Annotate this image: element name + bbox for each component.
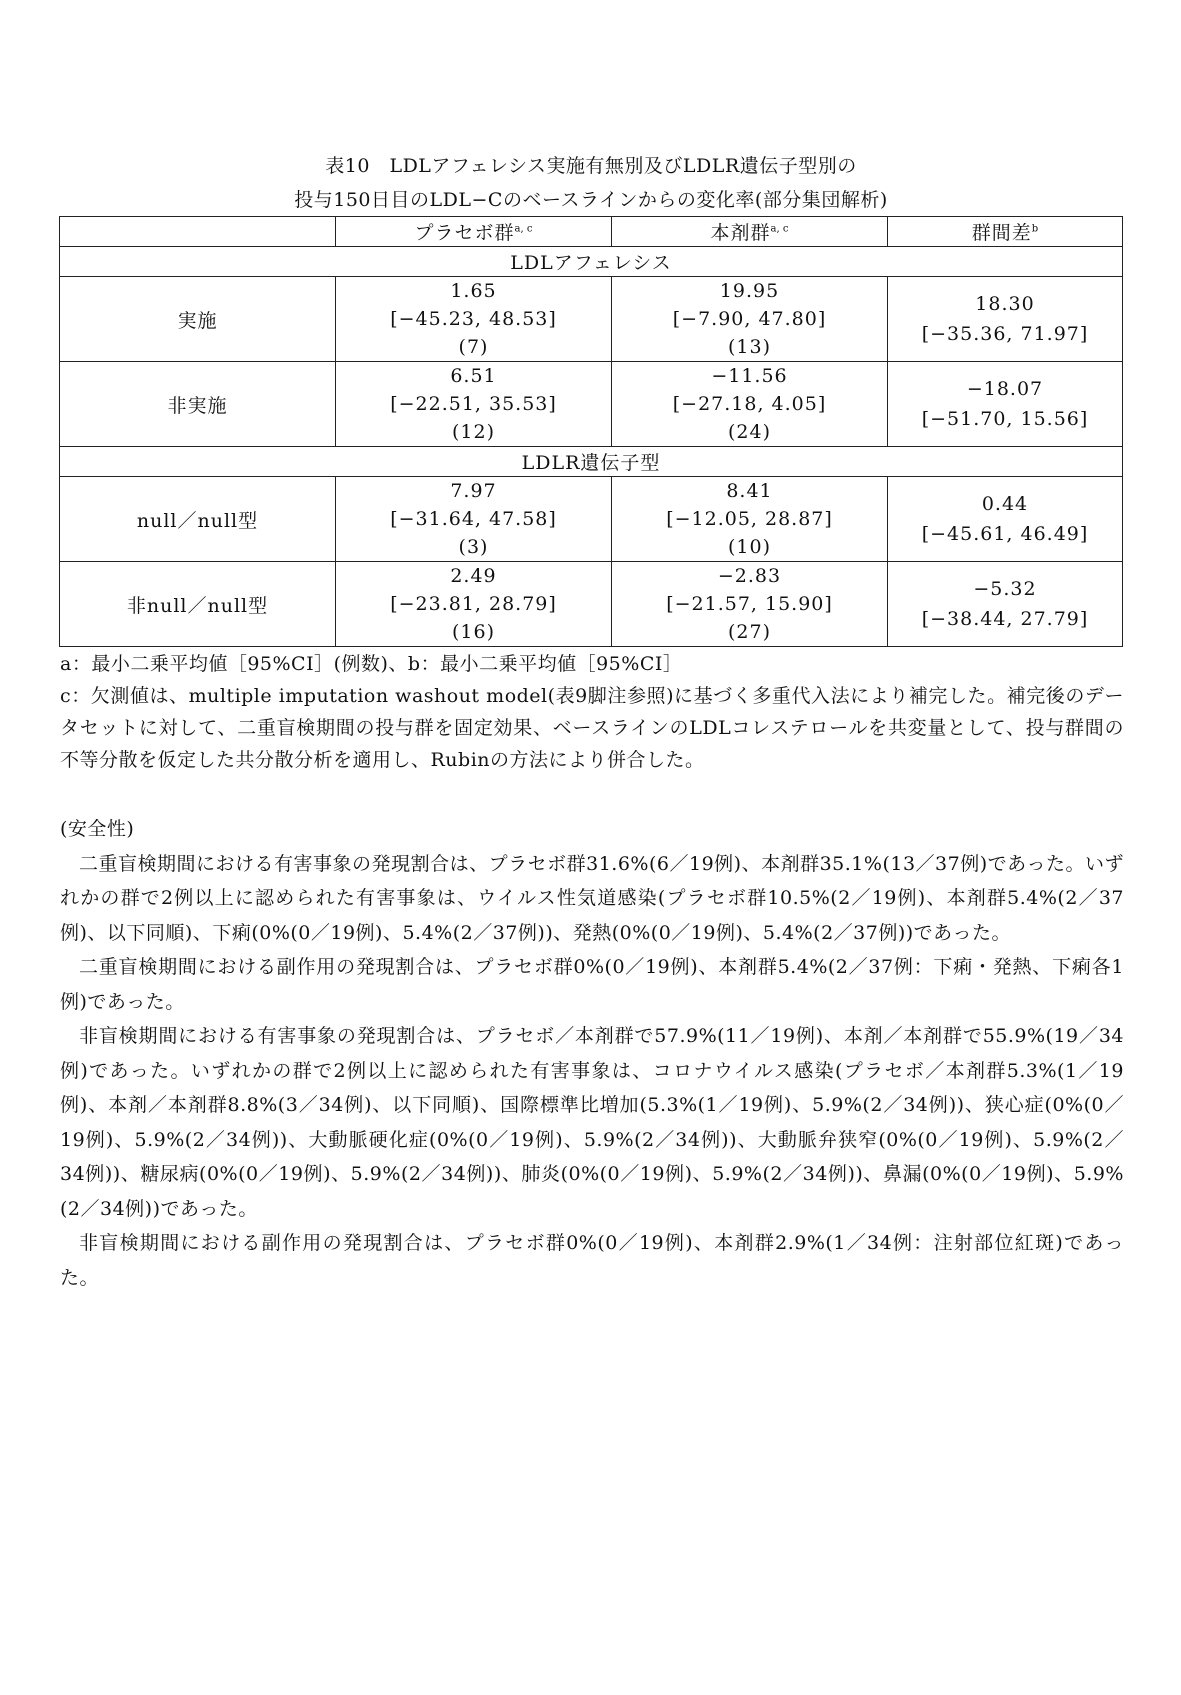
drug-cell [612, 277, 888, 362]
drug-n: (13) [727, 336, 771, 358]
placebo-ci: [−45.23, 48.53] [390, 308, 557, 330]
table-row [60, 362, 1123, 447]
safety-heading: (安全性) [60, 818, 135, 840]
placebo-n: (16) [451, 621, 495, 643]
table-row [60, 277, 1123, 362]
diff-mean: 0.44 [981, 493, 1029, 515]
diff-cell [888, 362, 1123, 447]
drug-n: (27) [727, 621, 771, 643]
header-placebo-sup: a, c [514, 223, 533, 235]
placebo-n: (12) [451, 421, 495, 443]
placebo-mean: 2.49 [450, 565, 497, 587]
section-title: LDLアフェレシス [60, 247, 1123, 277]
diff-mean: 18.30 [975, 293, 1035, 315]
placebo-cell [336, 562, 612, 647]
diff-ci: [−45.61, 46.49] [921, 523, 1089, 545]
drug-cell [612, 362, 888, 447]
diff-cell [888, 477, 1123, 562]
diff-mean: −18.07 [966, 378, 1044, 400]
header-diff-label: 群間差 [971, 222, 1032, 244]
drug-mean: 19.95 [719, 280, 780, 302]
placebo-mean: 6.51 [450, 365, 497, 387]
drug-cell [612, 477, 888, 562]
diff-ci: [−38.44, 27.79] [921, 608, 1089, 630]
results-table [59, 216, 1123, 647]
row-label: 非null／null型 [60, 562, 336, 647]
safety-paragraph: 二重盲検期間における副作用の発現割合は、プラセボ群0%(0／19例)、本剤群5.4%(2／37例：下痢・発熱、下痢各1例)であった。 [60, 956, 1124, 1013]
drug-n: (10) [727, 536, 771, 558]
drug-ci: [−21.57, 15.90] [666, 593, 833, 615]
footnote-c: c：欠測値は、multiple imputation washout model(表9脚注参照)に基づく多重代入法により補完した。補完後のデータセットに対して、二重盲検期間の投与群を固定効果、ベースラインのLDLコレステロールを共変量として、投与群間の不等分散を仮定した共分散分析を適用し、Rubinの方法により併合した。 [60, 685, 1124, 771]
safety-section [60, 812, 1124, 1295]
footnote-ab: a：最小二乗平均値［95%CI］(例数)、b：最小二乗平均値［95%CI］ [60, 653, 683, 675]
diff-ci: [−35.36, 71.97] [921, 323, 1089, 345]
placebo-mean: 1.65 [450, 280, 497, 302]
header-drug [612, 217, 888, 247]
placebo-n: (3) [458, 536, 489, 558]
header-diff-sup: b [1031, 223, 1039, 235]
header-diff [888, 217, 1123, 247]
section-row-genotype [60, 447, 1123, 477]
section-title: LDLR遺伝子型 [60, 447, 1123, 477]
header-drug-sup: a, c [770, 223, 789, 235]
placebo-ci: [−31.64, 47.58] [390, 508, 557, 530]
placebo-ci: [−22.51, 35.53] [390, 393, 557, 415]
row-label: null／null型 [60, 477, 336, 562]
row-label: 実施 [60, 277, 336, 362]
placebo-cell [336, 277, 612, 362]
placebo-ci: [−23.81, 28.79] [390, 593, 557, 615]
table-row [60, 477, 1123, 562]
header-drug-label: 本剤群 [710, 222, 771, 244]
header-empty-cell [60, 217, 336, 247]
diff-ci: [−51.70, 15.56] [921, 408, 1089, 430]
table-caption-line2: 投与150日目のLDL−Cのベースラインからの変化率(部分集団解析) [294, 189, 888, 211]
table-row [60, 562, 1123, 647]
placebo-cell [336, 362, 612, 447]
section-row-apheresis [60, 247, 1123, 277]
row-label: 非実施 [60, 362, 336, 447]
drug-ci: [−27.18, 4.05] [672, 393, 827, 415]
header-placebo [336, 217, 612, 247]
safety-paragraph: 非盲検期間における副作用の発現割合は、プラセボ群0%(0／19例)、本剤群2.9%(1／34例：注射部位紅斑)であった。 [60, 1232, 1124, 1289]
drug-cell [612, 562, 888, 647]
header-placebo-label: プラセボ群 [414, 222, 515, 244]
drug-n: (24) [727, 421, 771, 443]
drug-ci: [−12.05, 28.87] [666, 508, 833, 530]
placebo-n: (7) [458, 336, 489, 358]
table-caption-line1: 表10 LDLアフェレシス実施有無別及びLDLR遺伝子型別の [325, 155, 857, 177]
safety-paragraph: 二重盲検期間における有害事象の発現割合は、プラセボ群31.6%(6／19例)、本剤群35.1%(13／37例)であった。いずれかの群で2例以上に認められた有害事象は、ウイルス性気道感染(プラセボ群10.5%(2／19例)、本剤群5.4%(2／37例)、以下同順)、下痢(0%(0／19例)、5.4%(2／37例))、発熱(0%(0／19例)、5.4%(2／37例))であった。 [60, 852, 1124, 944]
diff-cell [888, 562, 1123, 647]
safety-paragraph: 非盲検期間における有害事象の発現割合は、プラセボ／本剤群で57.9%(11／19例)、本剤／本剤群で55.9%(19／34例)であった。いずれかの群で2例以上に認められた有害事象は、コロナウイルス感染(プラセボ／本剤群5.3%(1／19例)、本剤／本剤群8.8%(3／34例)、以下同順)、国際標準比増加(5.3%(1／19例)、5.9%(2／34例))、狭心症(0%(0／19例)、5.9%(2／34例))、大動脈硬化症(0%(0／19例)、5.9%(2／34例))、大動脈弁狭窄(0%(0／19例)、5.9%(2／34例))、糖尿病(0%(0／19例)、5.9%(2／34例))、肺炎(0%(0／19例)、5.9%(2／34例))、鼻漏(0%(0／19例)、5.9%(2／34例))であった。 [60, 1025, 1124, 1220]
diff-mean: −5.32 [973, 578, 1037, 600]
drug-ci: [−7.90, 47.80] [672, 308, 827, 330]
drug-mean: 8.41 [726, 480, 773, 502]
drug-mean: −2.83 [717, 565, 782, 587]
table-header-row [60, 217, 1123, 247]
placebo-cell [336, 477, 612, 562]
diff-cell [888, 277, 1123, 362]
drug-mean: −11.56 [711, 365, 788, 387]
placebo-mean: 7.97 [450, 480, 497, 502]
